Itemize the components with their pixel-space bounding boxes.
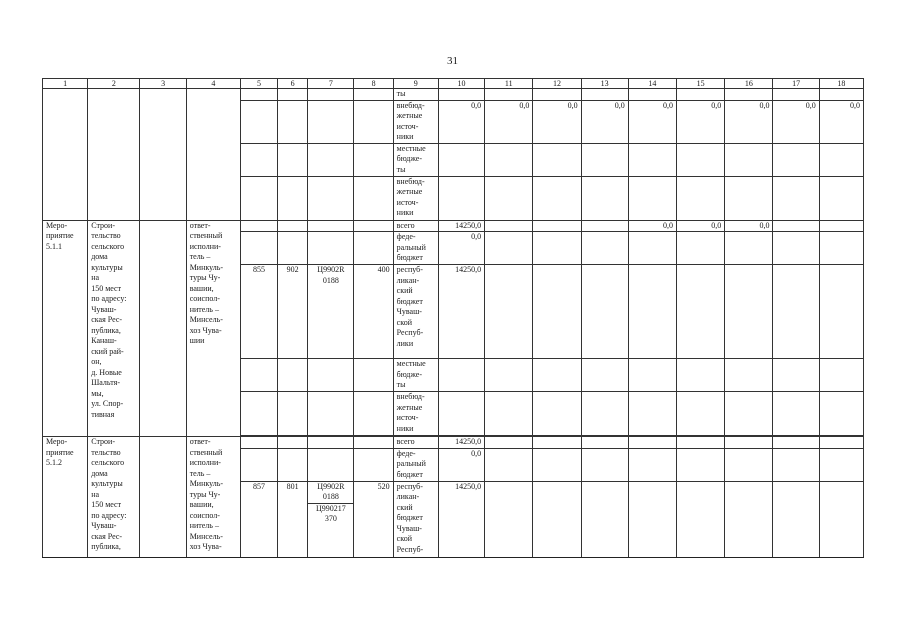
table-cell [819, 265, 863, 359]
table-cell [677, 392, 725, 436]
header-cell: 3 [140, 79, 186, 89]
table-cell [773, 481, 819, 557]
table-cell [533, 437, 581, 449]
table-cell [677, 359, 725, 392]
value-cell: 0,0 [819, 100, 863, 143]
table-cell [677, 143, 725, 176]
source-cell: респуб- ликан- ский бюджет Чуваш- ской Респуб- лики [393, 265, 438, 359]
table-cell [533, 220, 581, 232]
header-cell: 13 [581, 79, 628, 89]
table-cell [240, 448, 277, 481]
value-cell: 0,0 [628, 220, 676, 232]
table-cell [725, 89, 773, 101]
table-cell [278, 392, 308, 436]
table-cell [308, 232, 354, 265]
value-cell: 14250,0 [438, 481, 484, 557]
table-cell [485, 176, 533, 220]
code-cell: 855 [240, 265, 277, 359]
table-cell [819, 481, 863, 557]
table-cell [819, 448, 863, 481]
table-cell [628, 265, 676, 359]
table-cell [240, 437, 277, 449]
table-cell [354, 176, 393, 220]
code-cell: Ц9902R 0188 [308, 265, 354, 359]
measure-description-cell: Строи- тельство сельского дома культуры на 150 мест по адресу: Чуваш- ская Рес- публика, [88, 437, 140, 558]
table-cell [308, 176, 354, 220]
table-cell [278, 100, 308, 143]
table-cell [485, 143, 533, 176]
table-cell [438, 143, 484, 176]
table-cell [773, 265, 819, 359]
table-cell [533, 89, 581, 101]
table-cell [354, 232, 393, 265]
table-cell [725, 265, 773, 359]
table-cell [240, 359, 277, 392]
value-cell: 0,0 [677, 100, 725, 143]
header-cell: 16 [725, 79, 773, 89]
table-cell [485, 89, 533, 101]
table-cell [485, 232, 533, 265]
table-cell [725, 392, 773, 436]
source-cell: респуб- ликан- ский бюджет Чуваш- ской Респуб- [393, 481, 438, 557]
table-cell [240, 89, 277, 101]
header-cell: 8 [354, 79, 393, 89]
table-cell [725, 437, 773, 449]
table-cell [677, 232, 725, 265]
measure-id-cell: Меро- приятие 5.1.2 [43, 437, 88, 558]
table-cell [725, 481, 773, 557]
table-cell [438, 89, 484, 101]
table-cell [485, 437, 533, 449]
table-cell [308, 392, 354, 436]
table-cell [533, 359, 581, 392]
table-cell [725, 359, 773, 392]
code-subcell: Ц9902R 0188 [308, 482, 353, 504]
table-cell [140, 220, 186, 437]
table-cell [773, 232, 819, 265]
header-cell: 11 [485, 79, 533, 89]
table-cell [533, 143, 581, 176]
measure-description-cell: Строи- тельство сельского дома культуры на 150 мест по адресу: Чуваш- ская Рес- публика, Канаш- ский рай- он, д. Новые Шальтя- мы, ул. Спор- тивная [88, 220, 140, 437]
table-cell [308, 89, 354, 101]
header-cell: 9 [393, 79, 438, 89]
table-cell [725, 176, 773, 220]
table-cell [533, 392, 581, 436]
table-cell [581, 392, 628, 436]
table-cell [354, 220, 393, 232]
table-cell [819, 220, 863, 232]
source-cell: феде- ральный бюджет [393, 448, 438, 481]
source-cell: местные бюдже- ты [393, 359, 438, 392]
table-cell [240, 232, 277, 265]
table-cell [725, 448, 773, 481]
table-cell [308, 448, 354, 481]
table-cell [240, 392, 277, 436]
table-cell [773, 143, 819, 176]
table-cell [628, 359, 676, 392]
table-cell [628, 89, 676, 101]
table-cell [485, 392, 533, 436]
table-cell [354, 100, 393, 143]
table-cell [773, 220, 819, 232]
table-cell [533, 265, 581, 359]
table-cell [354, 448, 393, 481]
code-cell: 902 [278, 265, 308, 359]
table-cell [581, 89, 628, 101]
value-cell: 14250,0 [438, 265, 484, 359]
value-cell: 0,0 [725, 220, 773, 232]
table-cell [773, 359, 819, 392]
table-cell [278, 89, 308, 101]
header-cell: 2 [88, 79, 140, 89]
table-cell [240, 220, 277, 232]
table-cell [240, 100, 277, 143]
table-cell [677, 481, 725, 557]
table-cell [819, 143, 863, 176]
table-cell [278, 143, 308, 176]
table-cell [533, 232, 581, 265]
budget-table [42, 78, 864, 558]
table-cell [278, 220, 308, 232]
table-cell [677, 89, 725, 101]
table-cell [677, 265, 725, 359]
source-cell: всего [393, 437, 438, 449]
table-cell [354, 392, 393, 436]
value-cell: 0,0 [677, 220, 725, 232]
header-cell: 14 [628, 79, 676, 89]
table-cell [88, 89, 140, 221]
code-subcell: Ц990217 370 [315, 503, 346, 523]
code-cell: 520 [354, 481, 393, 557]
source-cell: всего [393, 220, 438, 232]
header-cell: 17 [773, 79, 819, 89]
header-cell: 4 [186, 79, 240, 89]
table-cell [485, 220, 533, 232]
table-cell [677, 437, 725, 449]
table-cell [819, 437, 863, 449]
value-cell: 14250,0 [438, 220, 484, 232]
table-cell [628, 437, 676, 449]
code-cell: 400 [354, 265, 393, 359]
header-cell: 6 [278, 79, 308, 89]
table-cell [308, 437, 354, 449]
header-cell: 5 [240, 79, 277, 89]
table-cell [773, 437, 819, 449]
table-cell [278, 359, 308, 392]
table-cell [773, 448, 819, 481]
table-cell [725, 143, 773, 176]
value-cell: 0,0 [533, 100, 581, 143]
table-cell [438, 359, 484, 392]
value-cell: 0,0 [438, 448, 484, 481]
value-cell: 0,0 [581, 100, 628, 143]
table-cell [354, 359, 393, 392]
code-cell: 857 [240, 481, 277, 557]
table-cell [581, 448, 628, 481]
table-cell [581, 481, 628, 557]
table-cell [533, 481, 581, 557]
value-cell: 0,0 [438, 100, 484, 143]
table-row [43, 220, 864, 232]
source-cell: внебюд- жетные источ- ники [393, 176, 438, 220]
table-cell [485, 481, 533, 557]
table-cell [773, 392, 819, 436]
table-row [43, 89, 864, 101]
table-cell [628, 176, 676, 220]
table-cell [140, 437, 186, 558]
table-cell [677, 176, 725, 220]
table-cell [773, 89, 819, 101]
table-cell [240, 143, 277, 176]
measure-id-cell: Меро- приятие 5.1.1 [43, 220, 88, 437]
table-cell [308, 359, 354, 392]
table-cell [485, 265, 533, 359]
table-cell [438, 392, 484, 436]
table-cell [354, 437, 393, 449]
source-cell: феде- ральный бюджет [393, 232, 438, 265]
table-cell [308, 220, 354, 232]
table-cell [438, 176, 484, 220]
table-cell [278, 437, 308, 449]
table-cell [581, 143, 628, 176]
value-cell: 0,0 [485, 100, 533, 143]
table-cell [278, 176, 308, 220]
source-cell: внебюд- жетные источ- ники [393, 392, 438, 436]
table-cell [581, 220, 628, 232]
table-cell [581, 176, 628, 220]
source-cell: ты [393, 89, 438, 101]
value-cell: 0,0 [438, 232, 484, 265]
table-cell [819, 89, 863, 101]
code-cell [308, 481, 354, 557]
table-cell [581, 437, 628, 449]
table-cell [819, 359, 863, 392]
table-cell [628, 481, 676, 557]
table-cell [773, 176, 819, 220]
value-cell: 14250,0 [438, 437, 484, 449]
header-row [43, 79, 864, 89]
table-cell [354, 89, 393, 101]
header-cell: 15 [677, 79, 725, 89]
table-cell [725, 232, 773, 265]
responsible-cell: ответ- ственный исполни- тель – Минкуль- туры Чу- вашии, соиспол- нитель – Минсель- хоз Чува- [186, 437, 240, 558]
table-cell [308, 143, 354, 176]
header-cell: 1 [43, 79, 88, 89]
table-cell [628, 232, 676, 265]
table-cell [581, 359, 628, 392]
header-cell: 12 [533, 79, 581, 89]
code-cell: 801 [278, 481, 308, 557]
table-cell [533, 176, 581, 220]
table-cell [140, 89, 186, 221]
table-cell [581, 232, 628, 265]
table-cell [485, 359, 533, 392]
header-cell: 10 [438, 79, 484, 89]
page-number: 31 [447, 55, 458, 67]
header-cell: 7 [308, 79, 354, 89]
source-cell: местные бюдже- ты [393, 143, 438, 176]
table-cell [240, 176, 277, 220]
value-cell: 0,0 [773, 100, 819, 143]
table-cell [628, 392, 676, 436]
table-cell [628, 448, 676, 481]
table-cell [628, 143, 676, 176]
table-cell [581, 265, 628, 359]
table-cell [819, 176, 863, 220]
table-cell [278, 232, 308, 265]
table-cell [677, 448, 725, 481]
table-cell [354, 143, 393, 176]
table-cell [485, 448, 533, 481]
table-cell [308, 100, 354, 143]
table-row [43, 437, 864, 449]
table-cell [533, 448, 581, 481]
table-cell [819, 232, 863, 265]
header-cell: 18 [819, 79, 863, 89]
table-cell [43, 89, 88, 221]
table-cell [278, 448, 308, 481]
table-cell [186, 89, 240, 221]
value-cell: 0,0 [628, 100, 676, 143]
source-cell: внебюд- жетные источ- ники [393, 100, 438, 143]
value-cell: 0,0 [725, 100, 773, 143]
table-cell [819, 392, 863, 436]
responsible-cell: ответ- ственный исполни- тель – Минкуль- туры Чу- вашии, соиспол- нитель – Минсель- хоз Чува- шии [186, 220, 240, 437]
